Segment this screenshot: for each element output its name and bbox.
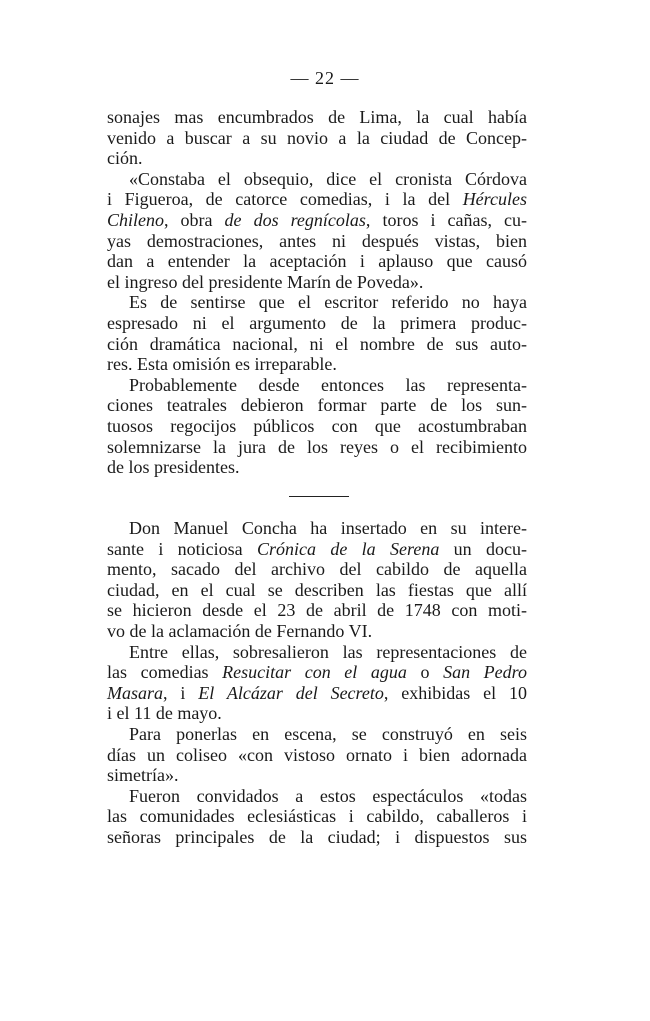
text-line: Don Manuel Concha ha insertado en su intere- xyxy=(129,518,527,538)
text-block-2 xyxy=(107,518,527,848)
text-line: i Figueroa, de catorce comedias, i la del Hércules xyxy=(107,189,527,210)
text-line: «Constaba el obsequio, dice el cronista Córdova xyxy=(129,168,527,189)
text-line: vo de la aclamación de Fernando VI. xyxy=(107,620,373,641)
text-line: espresado ni el argumento de la primera produc- xyxy=(107,312,527,333)
text-line: ciudad, en el cual se describen las fiestas que allí xyxy=(107,579,527,600)
text-line: sante i noticiosa Crónica de la Serena un docu- xyxy=(107,538,527,559)
text-line: Chileno, obra de dos regnícolas, toros i cañas, cu- xyxy=(107,209,527,230)
text-line: días un coliseo «con vistoso ornato i bien adornada xyxy=(107,744,527,765)
text-line: Fueron convidados a estos espectáculos «todas xyxy=(129,785,527,806)
text-line: las comedias Resucitar con el agua o San Pedro xyxy=(107,662,527,683)
text-line: las comunidades eclesiásticas i cabildo, caballeros i xyxy=(107,806,527,827)
text-line: dan a entender la aceptación i aplauso que causó xyxy=(107,251,527,272)
text-line: ción dramática nacional, ni el nombre de sus auto- xyxy=(107,333,527,354)
text-line: i el 11 de mayo. xyxy=(107,703,222,724)
text-line: ciones teatrales debieron formar parte de los sun- xyxy=(107,395,527,416)
text-line: se hicieron desde el 23 de abril de 1748 con moti- xyxy=(107,600,527,621)
text-line: de los presidentes. xyxy=(107,457,240,478)
text-line: Es de sentirse que el escritor referido no haya xyxy=(129,292,527,313)
text-block-1 xyxy=(107,107,527,478)
text-line: el ingreso del presidente Marín de Poveda». xyxy=(107,271,424,292)
text-line: Para ponerlas en escena, se construyó en seis xyxy=(129,723,527,744)
text-line: sonajes mas encumbrados de Lima, la cual había xyxy=(107,107,527,127)
text-line: res. Esta omisión es irreparable. xyxy=(107,354,337,375)
text-line: Entre ellas, sobresalieron las representaciones de xyxy=(129,641,527,662)
text-line: solemnizarse la jura de los reyes o el recibimiento xyxy=(107,436,527,457)
text-line: venido a buscar a su novio a la ciudad de Concep- xyxy=(107,127,527,148)
text-line: simetría». xyxy=(107,765,179,786)
text-line: Probablemente desde entonces las representa- xyxy=(129,374,527,395)
text-line: señoras principales de la ciudad; i dispuestos sus xyxy=(107,826,527,847)
text-line: mento, sacado del archivo del cabildo de aquella xyxy=(107,559,527,580)
text-line: Masara, i El Alcázar del Secreto, exhibidas el 10 xyxy=(107,682,527,703)
text-line: yas demostraciones, antes ni después vistas, bien xyxy=(107,230,527,251)
text-line: tuosos regocijos públicos con que acostumbraban xyxy=(107,415,527,436)
page-number: — 22 — xyxy=(290,68,360,88)
text-line: ción. xyxy=(107,148,143,169)
section-divider xyxy=(289,496,349,497)
